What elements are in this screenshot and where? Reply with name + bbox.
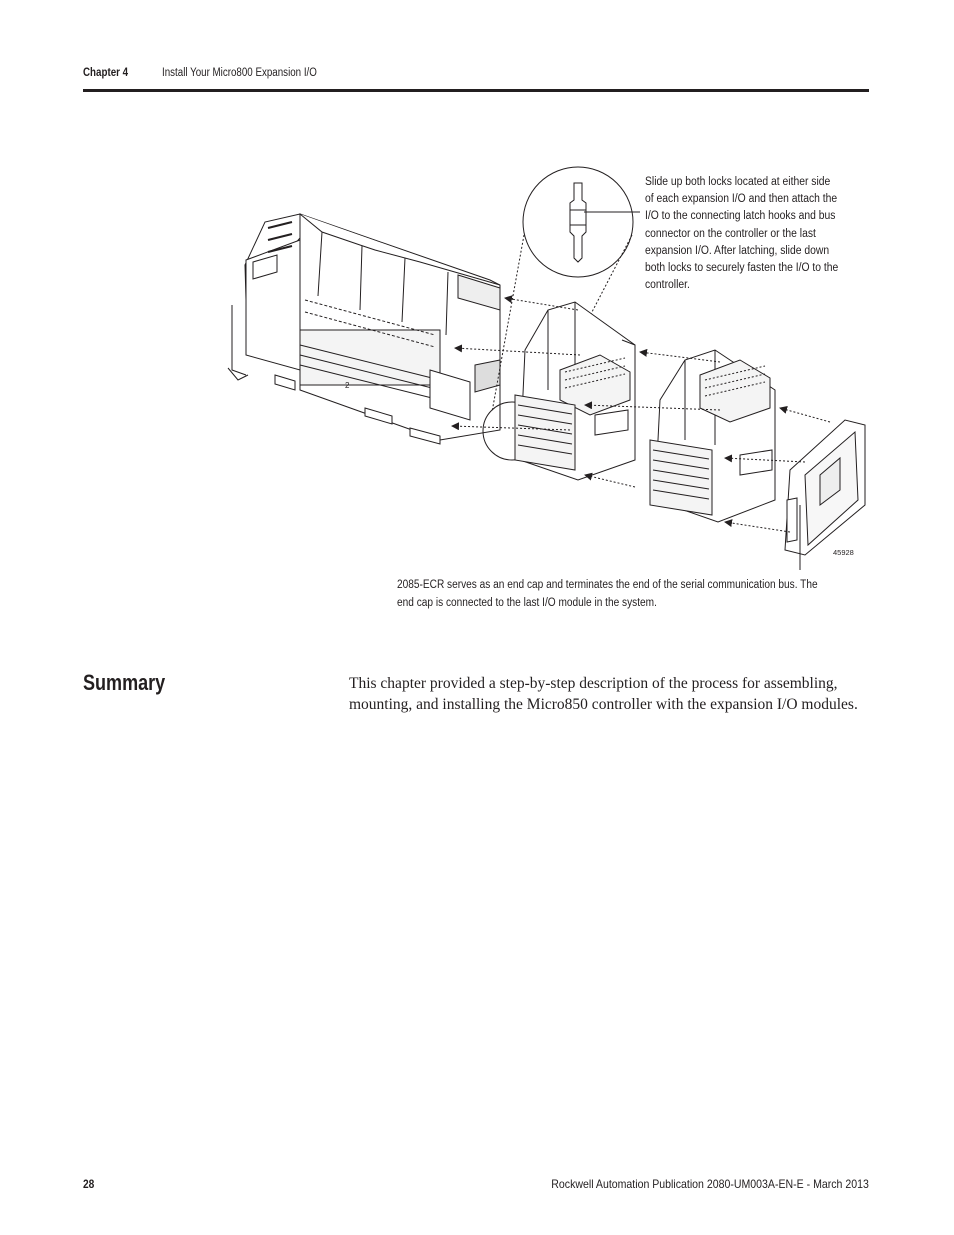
- section-heading-summary: Summary: [83, 670, 166, 695]
- controller-label: 2: [345, 381, 350, 390]
- lock-instruction-callout: Slide up both locks located at either side of each expansion I/O and then attach the I/O to the connecting latch hooks and bus connector on the controller or the last expansion I/O. After latching, slide down both locks to securely fasten the I/O to the controller.: [645, 176, 839, 292]
- expansion-io-module-2-drawing: [650, 350, 775, 522]
- expansion-io-module-1-drawing: [515, 302, 635, 480]
- footer-publication: Rockwell Automation Publication 2080-UM003A-EN-E - March 2013: [551, 1177, 869, 1191]
- header-chapter-label: Chapter 4: [83, 67, 129, 79]
- figure-number: 45928: [833, 548, 854, 557]
- end-cap-2085-ecr-drawing: [785, 420, 865, 555]
- header-chapter-title: Install Your Micro800 Expansion I/O: [162, 67, 317, 79]
- end-cap-callout: 2085-ECR serves as an end cap and terminates the end of the serial communication bus. The end cap is connected to the last I/O module in the system.: [397, 579, 818, 609]
- micro850-controller-drawing: [228, 214, 500, 444]
- summary-paragraph: This chapter provided a step-by-step description of the process for assembling, mounting, and installing the Micro850 controller with the expansion I/O modules.: [349, 675, 858, 713]
- footer-page-number: 28: [83, 1177, 95, 1191]
- header-rule: [83, 89, 869, 92]
